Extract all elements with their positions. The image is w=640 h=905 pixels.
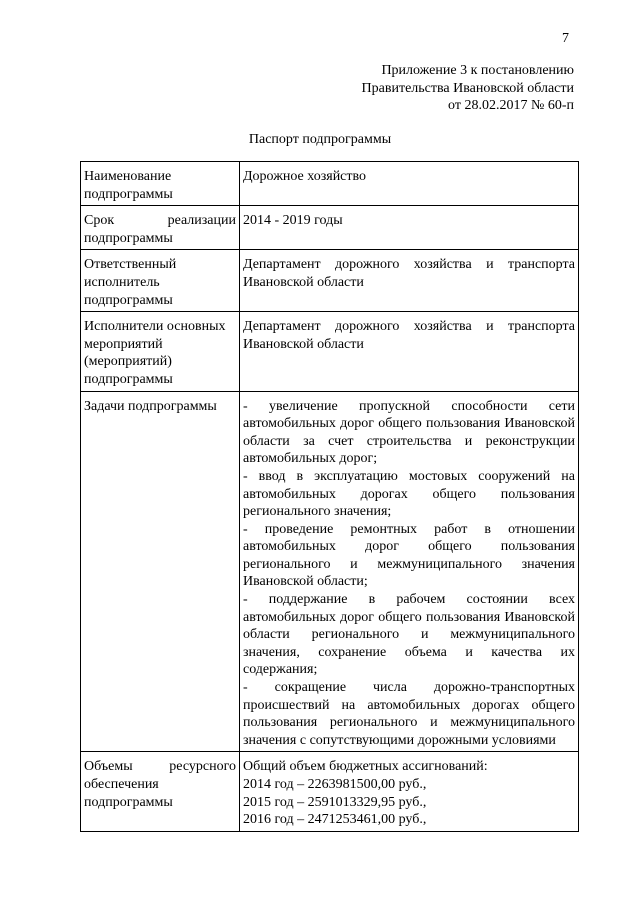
row-value-term: 2014 - 2019 годы xyxy=(240,206,579,250)
row-label-responsible: Ответственный исполнитель подпрограммы xyxy=(81,250,240,312)
task-item: - сокращение числа дорожно-транспортных происшествий на автомобильных дорогах общего пользования регионального и межмуниципального значения с сопутствующими дорожными условиями xyxy=(243,680,575,748)
table-row xyxy=(81,162,579,206)
appendix-line-1: Приложение 3 к постановлению xyxy=(381,63,574,78)
table-row xyxy=(81,312,579,391)
row-value-responsible: Департамент дорожного хозяйства и транспорта Ивановской области xyxy=(240,250,579,312)
row-value-tasks xyxy=(240,391,579,752)
task-item: - поддержание в рабочем состоянии всех автомобильных дорог общего пользования Ивановской области регионального и межмуниципального значения, сохранение объема и качества их содержания; xyxy=(243,592,575,678)
appendix-line-2: Правительства Ивановской области xyxy=(361,80,574,96)
task-item: - проведение ремонтных работ в отношении автомобильных дорог общего пользования регионального и межмуниципального значения Ивановской области; xyxy=(243,521,575,590)
page-number: 7 xyxy=(562,31,569,46)
funding-line: Общий объем бюджетных ассигнований: xyxy=(243,759,488,775)
task-item: - увеличение пропускной способности сети автомобильных дорог общего пользования Ивановской области за счет строительства и реконструкции автомобильных дорог; xyxy=(243,398,575,467)
funding-line: 2015 год – 2591013329,95 руб., xyxy=(243,794,427,810)
row-value-funding xyxy=(240,752,579,831)
row-label-term: Срок реализации подпрограммы xyxy=(81,206,240,250)
document-title: Паспорт подпрограммы xyxy=(248,132,392,147)
row-label-tasks: Задачи подпрограммы xyxy=(81,391,240,752)
table-row xyxy=(81,391,579,752)
row-label-executors: Исполнители основных мероприятий (мероприятий) подпрограммы xyxy=(81,312,240,391)
table-row xyxy=(81,752,579,831)
table-row xyxy=(81,206,579,250)
row-label-name: Наименование подпрограммы xyxy=(81,162,240,206)
funding-line: 2014 год – 2263981500,00 руб., xyxy=(243,777,427,792)
appendix-line-3: от 28.02.2017 № 60-п xyxy=(448,98,574,113)
row-value-executors: Департамент дорожного хозяйства и транспорта Ивановской области xyxy=(240,312,579,391)
passport-table xyxy=(80,161,579,832)
task-item: - ввод в эксплуатацию мостовых сооружений на автомобильных дорогах общего пользования регионального значения; xyxy=(243,468,575,520)
appendix-header xyxy=(362,62,574,115)
funding-line: 2016 год – 2471253461,00 руб., xyxy=(243,812,427,828)
row-label-funding: Объемы ресурсного обеспечения подпрограммы xyxy=(81,752,240,831)
table-row xyxy=(81,250,579,312)
row-value-name: Дорожное хозяйство xyxy=(240,162,579,206)
